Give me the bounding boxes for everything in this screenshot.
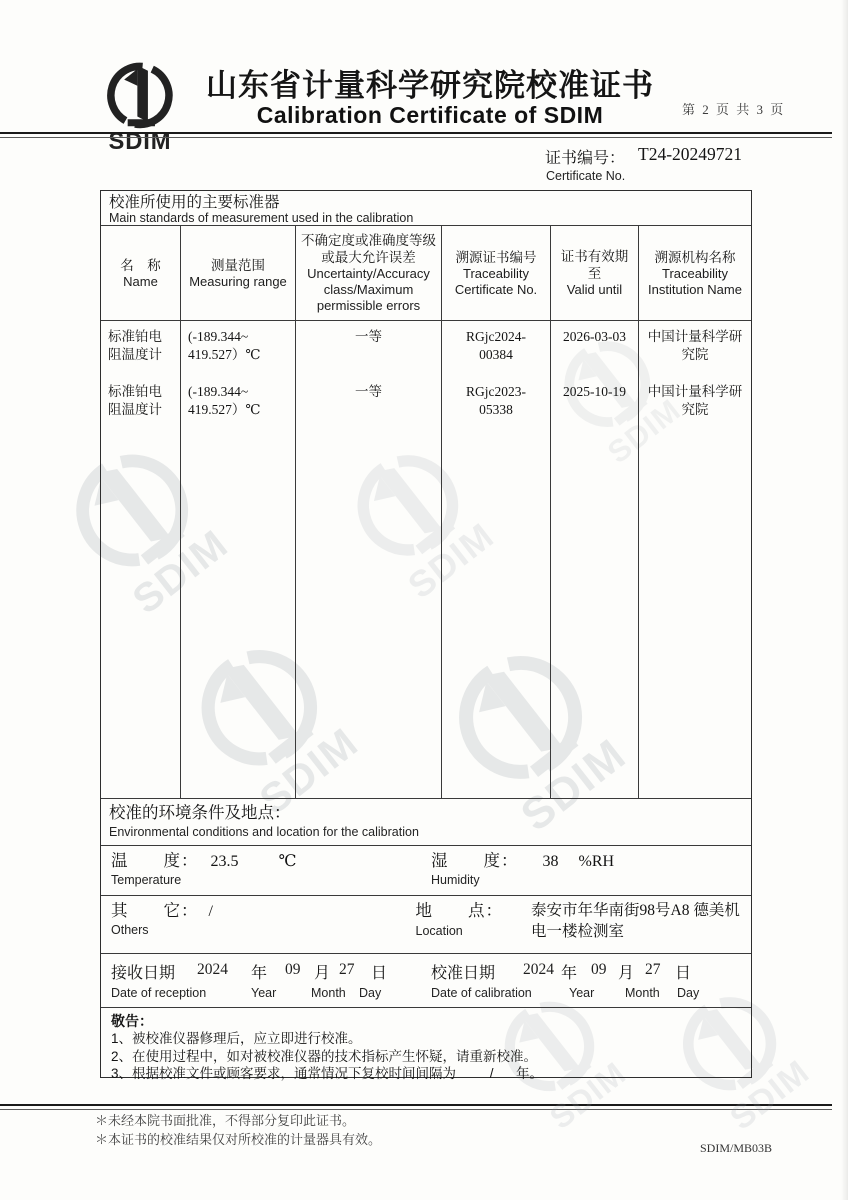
standards-table <box>100 190 752 1081</box>
cell-traceability-cert: RGjc2023-05338 <box>466 384 526 417</box>
certificate-no-label-cn: 证书编号： <box>545 150 626 167</box>
cell-name: 标准铂电阻温度计 <box>108 384 162 417</box>
environment-section-title <box>101 799 751 846</box>
reception-month: 09 <box>285 961 301 978</box>
cell-valid-until: 2026-03-03 <box>563 329 626 344</box>
reception-day: 27 <box>339 961 355 978</box>
column-header-range: 测量范围 Measuring range <box>181 226 296 320</box>
note-item: 2、在使用过程中，如对被校准仪器的技术指标产生怀疑，请重新校准。 <box>111 1048 538 1064</box>
temperature-unit: ℃ <box>278 853 297 870</box>
humidity-block <box>431 846 751 895</box>
temperature-label-en: Temperature <box>111 873 182 887</box>
cell-range: (-189.344~ 419.527）℃ <box>188 329 261 362</box>
standards-section-title <box>101 191 751 226</box>
humidity-label-cn: 湿 度： <box>431 852 519 870</box>
table-body <box>101 321 751 799</box>
footer-note-2: ＊本证书的校准结果仅对所校准的计量器具有效。 <box>95 1132 382 1147</box>
column-traceability-cert <box>442 321 551 798</box>
column-accuracy <box>296 321 442 798</box>
others-location-row <box>101 896 751 954</box>
location-block <box>416 896 752 953</box>
reception-month-en: Month <box>311 986 346 1000</box>
calibration-date-label-cn: 校准日期 <box>431 965 496 982</box>
column-header-cert-no: 溯源证书编号 Traceability Certificate No. <box>442 226 551 320</box>
cell-name: 标准铂电阻温度计 <box>108 329 162 362</box>
column-valid-until <box>551 321 639 798</box>
cell-range: (-189.344~ 419.527）℃ <box>188 384 261 417</box>
humidity-label-en: Humidity <box>431 873 480 887</box>
calibration-year-unit: 年 <box>561 965 578 982</box>
reception-year: 2024 <box>197 961 228 978</box>
certificate-no-value: T24-20249721 <box>638 144 743 164</box>
cell-accuracy: 一等 <box>355 329 382 344</box>
column-header-uncertainty: 不确定度或准确度等级或最大允许误差 Uncertainty/Accuracy class/Maximum permissible errors <box>296 226 442 320</box>
reception-date-label-cn: 接收日期 <box>111 965 176 982</box>
cell-institution: 中国计量科学研究院 <box>647 329 743 362</box>
page-title-cn: 山东省计量科学研究院校准证书 <box>206 68 654 103</box>
standards-title-en: Main standards of measurement used in the calibration <box>109 211 414 225</box>
notes-section <box>101 1008 751 1083</box>
location-value: 泰安市年华南街98号A8 德美机电一楼检测室 <box>531 902 740 940</box>
cell-traceability-cert: RGjc2024-00384 <box>466 329 526 362</box>
reception-day-unit: 日 <box>371 965 388 982</box>
column-institution <box>639 321 751 798</box>
footer-note-1: ＊未经本院书面批准，不得部分复印此证书。 <box>95 1113 356 1128</box>
others-label-en: Others <box>111 923 149 937</box>
column-range <box>181 321 296 798</box>
page-title-en: Calibration Certificate of SDIM <box>256 102 604 128</box>
note-item: 3、根据校准文件或顾客要求，通常情况下复校时间间隔为 / 年。 <box>111 1066 544 1081</box>
reception-year-en: Year <box>251 986 277 1000</box>
temperature-value: 23.5 <box>210 853 239 870</box>
calibration-date-label-en: Date of calibration <box>431 986 532 1000</box>
humidity-unit: %RH <box>578 853 615 870</box>
calibration-year-en: Year <box>569 986 595 1000</box>
calibration-month-en: Month <box>625 986 660 1000</box>
notes-title: 敬告： <box>111 1013 153 1029</box>
header-rule <box>0 132 832 138</box>
environment-title-cn: 校准的环境条件及地点： <box>109 804 291 822</box>
temperature-label-cn: 温 度： <box>111 852 199 870</box>
calibration-year: 2024 <box>523 961 554 978</box>
temperature-block <box>101 846 431 895</box>
column-header-institution: 溯源机构名称 Traceability Institution Name <box>648 249 742 297</box>
sdim-logo <box>96 56 184 156</box>
column-name <box>101 321 181 798</box>
calibration-month: 09 <box>591 961 607 978</box>
form-number: SDIM/MB03B <box>700 1141 773 1155</box>
calibration-month-unit: 月 <box>618 965 635 982</box>
others-block <box>101 896 416 953</box>
cell-valid-until: 2025-10-19 <box>563 384 626 399</box>
environment-title-en: Environmental conditions and location for the calibration <box>109 825 419 839</box>
others-value: / <box>208 903 213 920</box>
note-item: 1、被校准仪器修理后，应立即进行校准。 <box>111 1031 362 1046</box>
dates-row <box>101 954 751 1008</box>
reception-year-unit: 年 <box>251 965 268 982</box>
reception-month-unit: 月 <box>314 965 331 982</box>
scan-edge-shade <box>841 0 848 1200</box>
column-header-name: 名 称 Name <box>101 226 181 320</box>
reception-date-label-en: Date of reception <box>111 986 207 1000</box>
cell-accuracy: 一等 <box>355 384 382 399</box>
temperature-humidity-row <box>101 846 751 896</box>
calibration-day: 27 <box>645 961 661 978</box>
location-label-cn: 地 点： <box>415 902 503 920</box>
column-header-valid-until: 证书有效期至 Valid until <box>551 226 639 320</box>
page-number: 第 2 页 共 3 页 <box>682 102 786 117</box>
reception-day-en: Day <box>359 986 382 1000</box>
humidity-value: 38 <box>542 853 559 870</box>
calibration-day-unit: 日 <box>675 965 692 982</box>
cell-institution: 中国计量科学研究院 <box>647 384 743 417</box>
others-label-cn: 其 它： <box>111 902 199 920</box>
table-header-row <box>101 226 751 321</box>
standards-title-cn: 校准所使用的主要标准器 <box>109 194 280 211</box>
location-label-en: Location <box>415 924 463 938</box>
calibration-day-en: Day <box>677 986 700 1000</box>
certificate-no-label-en: Certificate No. <box>546 169 626 183</box>
